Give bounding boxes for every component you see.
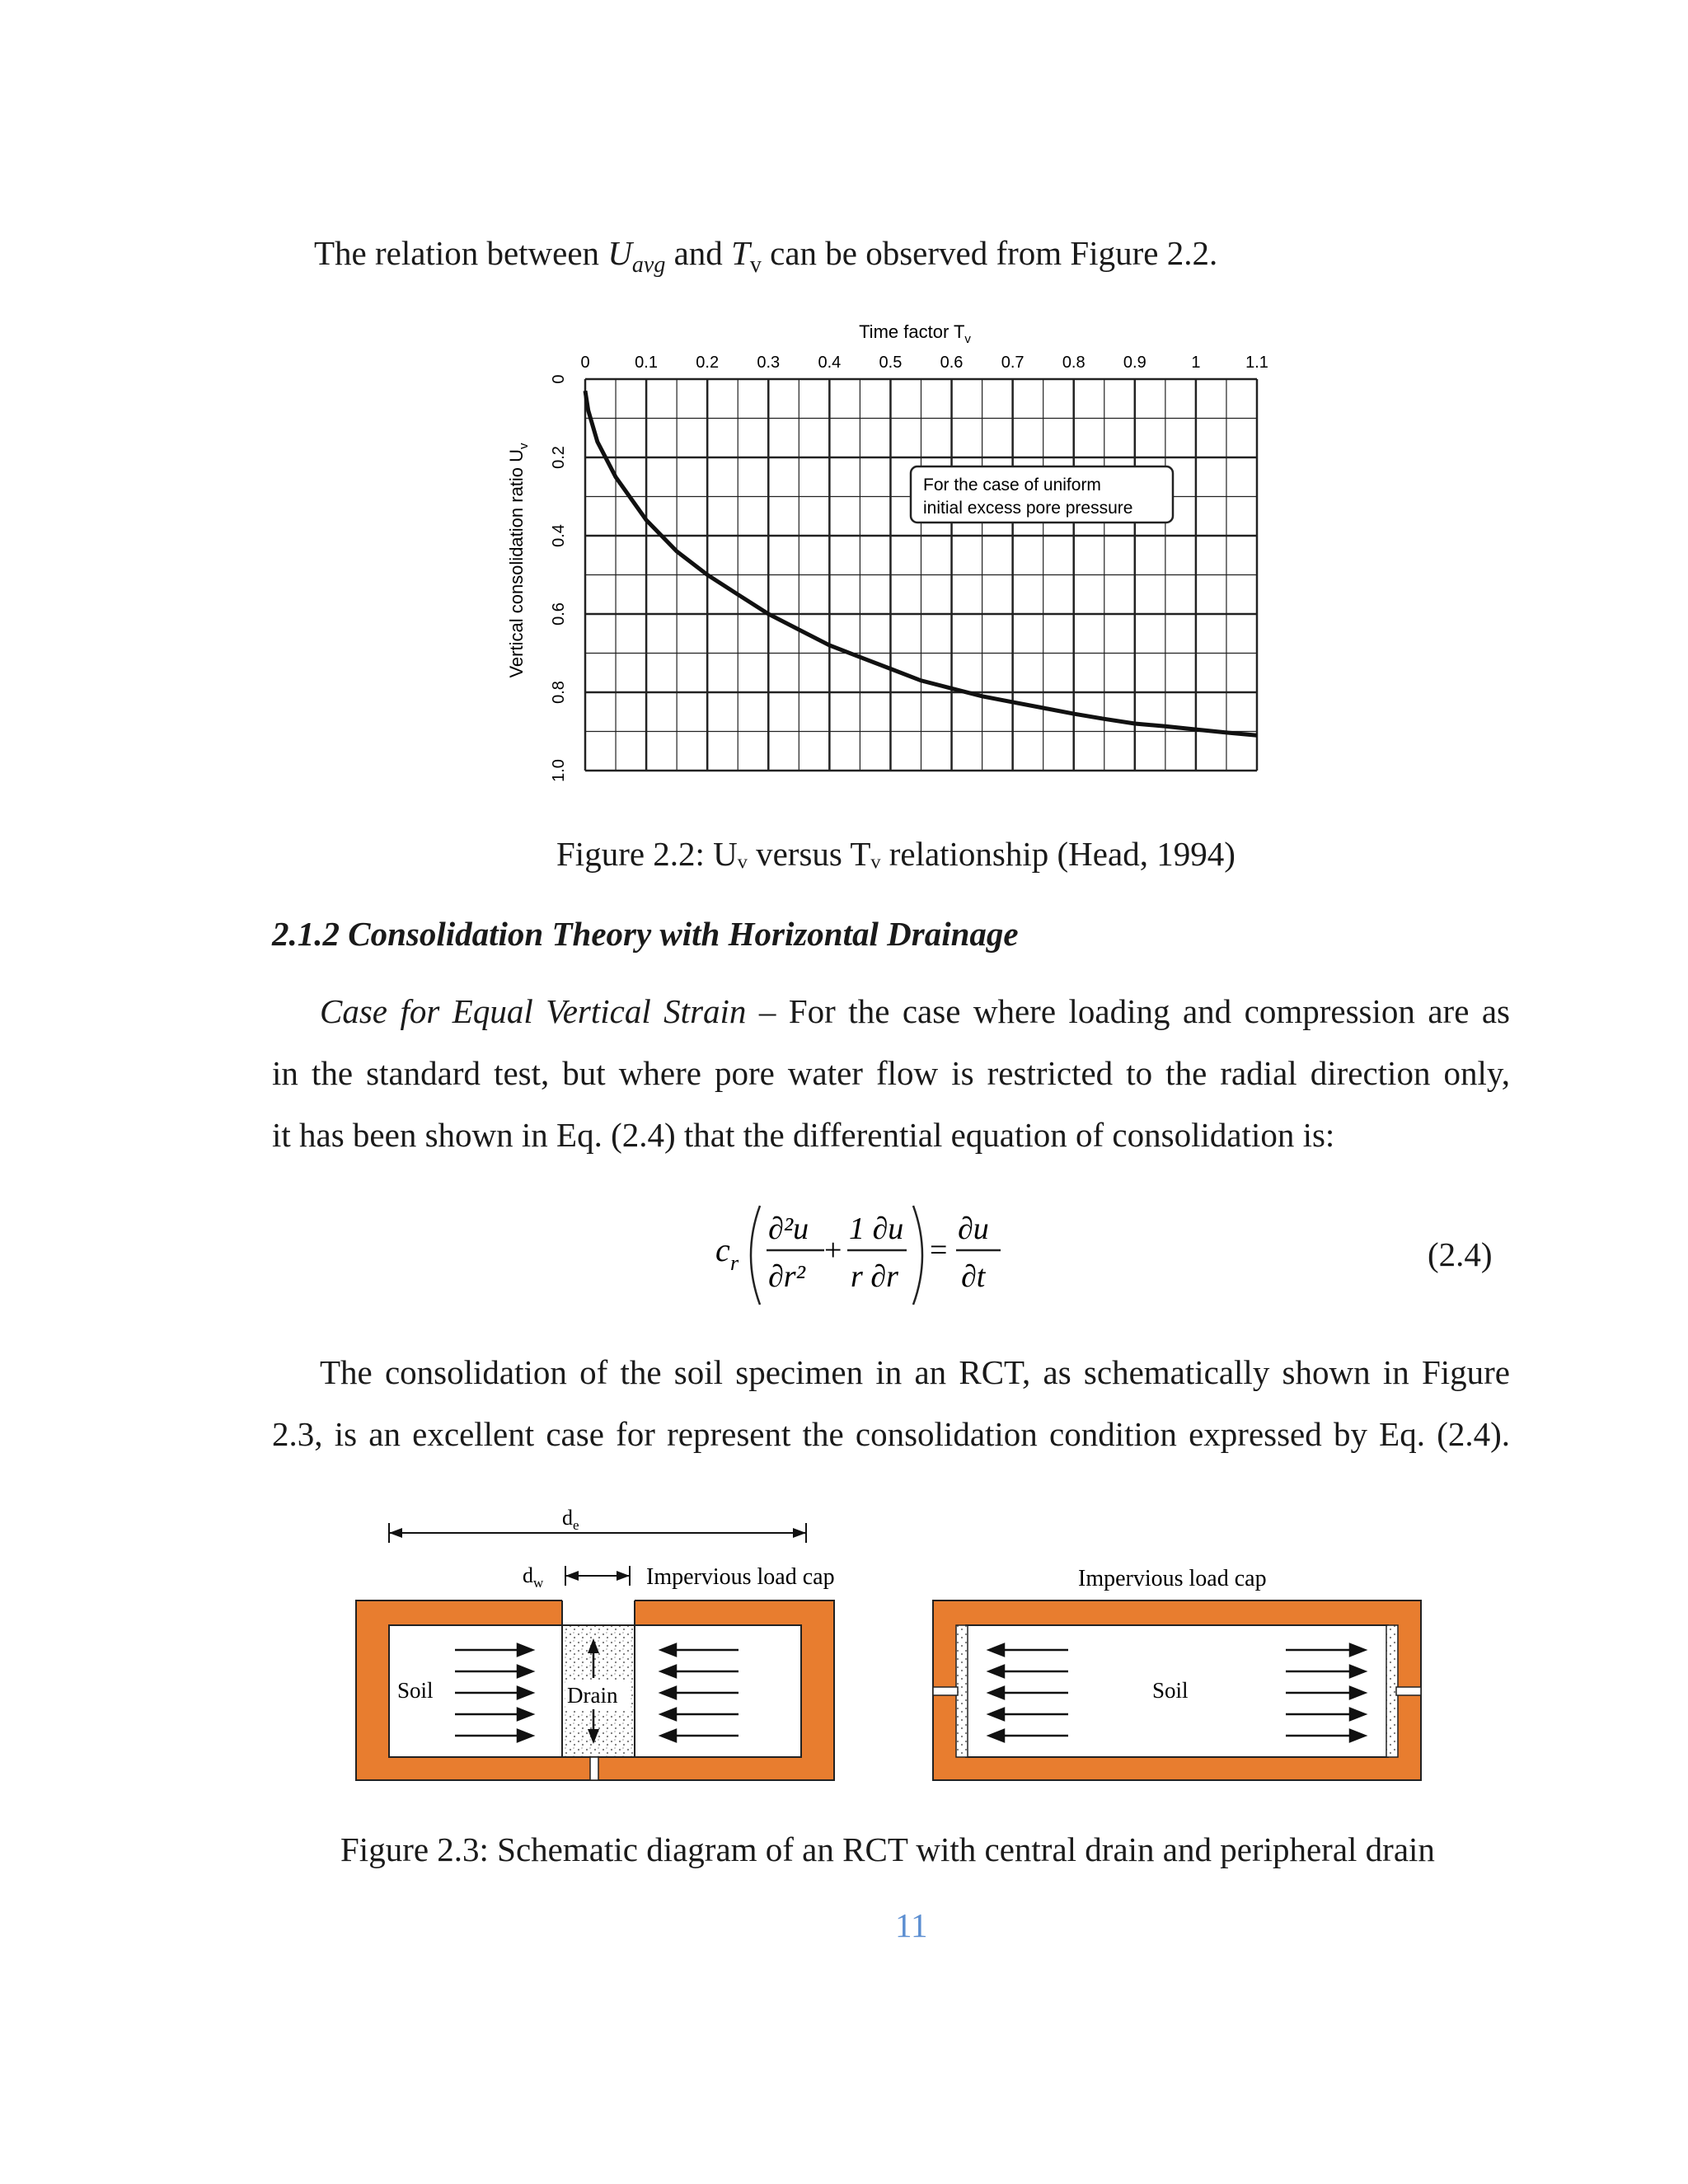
intro-and: and — [665, 234, 732, 272]
y-tick-label: 1.0 — [550, 759, 568, 782]
y-tick-label: 0.6 — [550, 602, 568, 626]
para1-line2: in the standard test, but where pore water flow is restricted to the radial direction only, — [272, 1054, 1510, 1092]
right-cap-label: Impervious load cap — [1078, 1566, 1267, 1591]
figure-2-2-chart — [495, 313, 1286, 783]
dw-label: $d_w$ — [523, 1563, 544, 1591]
x-tick-label: 1.1 — [1245, 354, 1268, 372]
x-tick-label: 0.6 — [940, 354, 964, 372]
figure-2-3-central-drain — [346, 1508, 857, 1788]
figure-2-2-caption: Figure 2.2: Uᵥ versus Tᵥ relationship (Head, 1994) — [556, 835, 1236, 873]
y-tick-label: 0.2 — [550, 446, 568, 469]
t-subscript: v — [749, 252, 762, 279]
para2-line2: 2.3, is an excellent case for represent the consolidation condition expressed by Eq. (2.4). — [272, 1415, 1510, 1453]
para1-line1-rest: – For the case where loading and compression are as — [746, 992, 1511, 1030]
u-symbol: U — [607, 234, 632, 272]
right-soil-label: Soil — [1152, 1678, 1189, 1703]
intro-sentence — [314, 234, 1218, 279]
chart-grid — [585, 379, 1257, 771]
left-cap-label: Impervious load cap — [646, 1564, 835, 1590]
outlet-right — [1396, 1687, 1421, 1695]
drain-outlet — [590, 1757, 598, 1780]
y-tick-label: 0 — [550, 374, 568, 384]
x-tick-label: 0.1 — [635, 354, 658, 372]
figure-2-3-caption: Figure 2.3: Schematic diagram of an RCT with central drain and peripheral drain — [340, 1830, 1435, 1868]
x-tick-label: 0.8 — [1062, 354, 1085, 372]
x-tick-label: 0.7 — [1001, 354, 1025, 372]
figure-2-3-peripheral-drain — [923, 1549, 1434, 1788]
drain-label: Drain — [567, 1683, 618, 1708]
para2-line1: The consolidation of the soil specimen in an RCT, as schematically shown in Figure — [320, 1353, 1510, 1391]
section-heading: 2.1.2 Consolidation Theory with Horizontal Drainage — [272, 915, 1019, 953]
eq-plus: + — [824, 1233, 842, 1268]
y-tick-label: 0.8 — [550, 681, 568, 704]
y-tick-label: 0.4 — [550, 524, 568, 547]
eq-left-paren — [751, 1206, 760, 1305]
u-subscript: avg — [631, 252, 666, 279]
eq-num1: ∂²u — [768, 1212, 809, 1246]
eq-num2: 1 ∂u — [849, 1212, 904, 1246]
eq-right-paren — [913, 1206, 922, 1305]
intro-prefix: The relation between — [314, 234, 608, 272]
t-symbol: T — [731, 234, 750, 272]
equation-number: (2.4) — [1428, 1235, 1493, 1273]
page-number: 11 — [895, 1906, 928, 1944]
y-axis-title: Vertical consolidation ratio $U_v$ — [506, 443, 531, 678]
x-tick-label: 0.4 — [818, 354, 842, 372]
x-tick-label: 0.5 — [879, 354, 903, 372]
para1-line3: it has been shown in Eq. (2.4) that the differential equation of consolidation is: — [272, 1116, 1335, 1154]
x-tick-label: 0.9 — [1123, 354, 1146, 372]
eq-num3: ∂u — [958, 1212, 989, 1246]
y-tick-labels — [550, 374, 568, 781]
equation-2-4 — [709, 1199, 1006, 1315]
para1-line1 — [320, 992, 1511, 1030]
x-axis-title: Time factor $T_v$ — [859, 321, 971, 346]
intro-suffix: can be observed from Figure 2.2. — [761, 234, 1218, 272]
para1-italic-lead: Case for Equal Vertical Strain — [320, 992, 747, 1030]
eq-den3: ∂t — [961, 1259, 986, 1294]
x-tick-label: 0.3 — [757, 354, 781, 372]
eq-den1: ∂r² — [768, 1259, 805, 1294]
eq-coef: c — [715, 1231, 730, 1268]
x-tick-label: 1 — [1191, 354, 1201, 372]
left-soil-label: Soil — [397, 1678, 434, 1703]
annotation-line1: For the case of uniform — [923, 476, 1101, 494]
eq-equals: = — [930, 1233, 948, 1268]
de-label: $d_e$ — [562, 1508, 579, 1533]
x-tick-labels — [580, 354, 1268, 372]
x-tick-label: 0 — [580, 354, 590, 372]
x-tick-label: 0.2 — [696, 354, 720, 372]
eq-den2: r ∂r — [851, 1259, 898, 1294]
eq-coef-sub: r — [730, 1251, 739, 1275]
annotation-line2: initial excess pore pressure — [923, 499, 1133, 518]
outlet-left — [933, 1687, 958, 1695]
